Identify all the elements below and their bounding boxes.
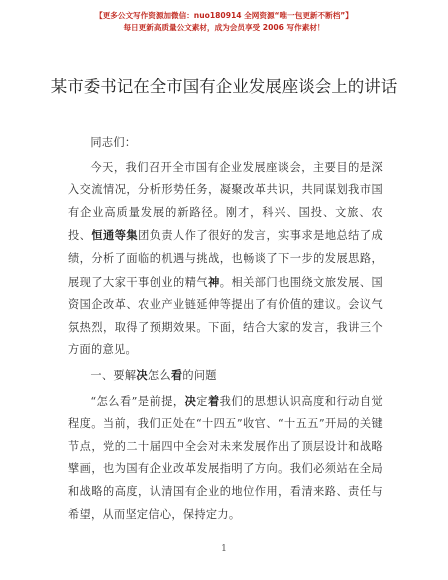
promo-banner <box>0 10 448 34</box>
bold-text: 决 <box>136 367 148 382</box>
paragraph-text: 团负责人作了很好的发言，实事求是地总结了成绩，分析了面临的机遇与挑战，也畅谈了下一步的发展思路，展现了大家干事创业的精气 <box>68 229 384 289</box>
salutation: 同志们： <box>90 136 137 149</box>
paragraph-text: 。相关部门也围绕文旅发展、国资国企改革、农业产业链延伸等提出了有价值的建议。会议气氛热烈，取得了预期效果。下面，结合大家的发言，我讲三个方面的意见。 <box>68 275 383 357</box>
bold-text: 看 <box>170 367 183 382</box>
paragraph-text: 我们的思想认识高度和行动自觉程度。当前，我们正处在“十四五”收官、“十五五”开局的关键节点，党的二十届四中全会对未来发展作出了顶层设计和战略擘画，也为国有企业改革发展指明了方向。我们必须站在全局和战略的高度，认清国有企业的地位作用，看清来路、责任与希望，从而坚定信心，保持定力。 <box>68 394 383 521</box>
promo-line-1: 【更多公文写作资源加微信：nuo180914 全网资源“唯一包更新不断档”】 <box>95 11 353 20</box>
heading-text: 的问题 <box>182 368 217 382</box>
promo-line-2: 每日更新高质量公文素材，成为会员享受 2006 写作素材！ <box>123 23 325 32</box>
paragraph-text: 定 <box>196 394 208 408</box>
paragraph-opening <box>68 157 383 362</box>
document-title: 某市委书记在全市国有企业发展座谈会上的讲话 <box>50 77 398 96</box>
section-heading <box>68 364 383 388</box>
bold-text: 着 <box>207 393 220 408</box>
paragraph-text: 今天，我们召开全市国有企业发展座谈会，主要目的是深入交流情况，分析形势任务，凝聚改革共识，共同谋划我市国有企业高质量发展的新路径。刚才，科兴、国投、文旅、农投、 <box>68 160 383 243</box>
heading-text: 一、要解 <box>90 368 137 382</box>
bold-text: 恒通等集 <box>91 228 139 243</box>
heading-text: 怎么 <box>147 368 171 382</box>
document-body <box>68 132 383 526</box>
bold-text: 决 <box>184 393 197 408</box>
bold-text: 神 <box>208 274 220 289</box>
page-number: 1 <box>221 544 227 554</box>
paragraph-text: “怎么看”是前提， <box>90 394 185 408</box>
paragraph-section1 <box>68 390 383 527</box>
